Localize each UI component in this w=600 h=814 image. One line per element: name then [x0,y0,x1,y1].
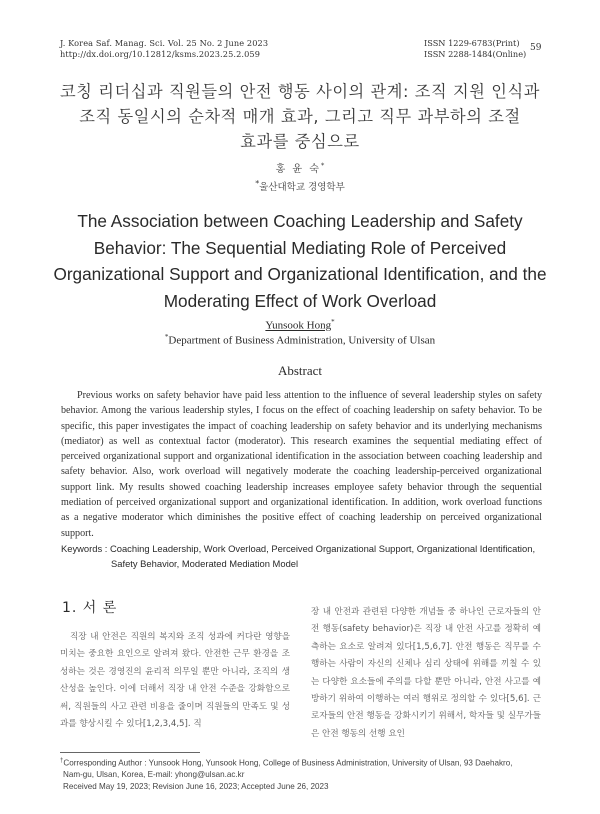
english-author-mark: * [331,318,335,326]
intro-left-column: 직장 내 안전은 직원의 복지와 조직 성과에 커다란 영향을 미치는 중요한 요인으로 알려져 왔다. 안전한 근무 환경을 조성하는 것은 경영진의 윤리적 의무일 뿐만 아니라, 조직의 생산성을 높인다. 이에 더해서 직장 내 안전 수준을 강화함으로써, 직원들의 사고 관련 비용을 줄이며 직원들의 만족도 및 성과를 향상시킬 수 있다[1,2,3,4,5]. 직 [60,632,290,730]
korean-author-mark: * [320,161,325,170]
english-title-line-2: Behavior: The Sequential Mediating Role of Perceived [93,237,507,258]
korean-title-line-1: 코칭 리더십과 직원들의 안전 행동 사이의 관계: 조직 지원 인식과 [60,82,540,101]
footnote [60,756,542,792]
korean-affiliation-text: 울산대학교 경영학부 [259,182,345,194]
english-author-name: Yunsook Hong [265,319,332,332]
corresponding-author-line: Corresponding Author : Yunsook Hong, Yunsook Hong, College of Business Administration, University of Ulsan, 93 Daehakro, [63,758,513,768]
korean-title-line-2: 조직 동일시의 순차적 매개 효과, 그리고 직무 과부하의 조절 [79,107,521,126]
keywords-label: Keywords : [61,543,110,554]
english-title-line-4: Moderating Effect of Work Overload [163,290,437,311]
english-author [0,318,600,332]
section-heading-introduction: 1. 서 론 [62,600,118,616]
doi-link[interactable]: http://dx.doi.org/10.12812/ksms.2023.25.2.059 [60,49,261,59]
abstract-heading: Abstract [277,363,323,378]
journal-citation: J. Korea Saf. Manag. Sci. Vol. 25 No. 2 June 2023 [60,38,269,48]
korean-author [0,160,600,175]
english-title-line-3: Organizational Support and Organizational Identification, and the [53,264,547,284]
issn-print: ISSN 1229-6783(Print) [424,38,520,48]
korean-author-name: 홍 윤 숙 [275,164,321,175]
intro-right-column: 장 내 안전과 관련된 다양한 개념들 중 하나인 근로자들의 안전 행동(safety behavior)은 직장 내 안전 사고를 정확히 예측하는 요소로 알려져 있다[1,5,6,7]. 안전 행동은 직무를 수행하는 사람이 자신의 신체나 심리 상태에 위해를 끼칠 수 있는 다양한 요소들에 주의를 다할 뿐만 아니라, 안전 사고를 예방하기 위하여 이행하는 여러 행위로 정의할 수 있다[5,6]. 근로자들의 안전 행동을 강화시키기 위해서, 학자들 및 실무가들은 안전 행동의 선행 요인 [311,607,541,739]
keywords [61,541,542,571]
author-address-line: Nam-gu, Ulsan, Korea, E-mail: yhong@ulsan.ac.kr [63,770,245,780]
english-title [40,208,560,314]
korean-affiliation-mark: * [255,179,260,188]
page-number: 59 [530,43,542,53]
footnote-mark: † [60,758,64,764]
keywords-line-2: Safety Behavior, Moderated Mediation Model [111,558,299,569]
english-affiliation [0,333,600,347]
english-title-line-1: The Association between Coaching Leadership and Safety [77,211,523,231]
journal-header [60,38,268,60]
korean-title-line-3: 효과를 중심으로 [240,132,360,151]
korean-title [40,79,560,154]
issn-block [424,38,526,60]
korean-affiliation [0,179,600,193]
english-affiliation-text: Department of Business Administration, University of Ulsan [168,334,436,347]
issn-online: ISSN 2288-1484(Online) [424,49,527,59]
english-affiliation-mark: * [164,333,169,341]
abstract-body: Previous works on safety behavior have paid less attention to the influence of several leadership styles on safety behavior. Among the various leadership styles, I focus on the effect of coaching leadership on safety behavior. To be specific, this paper investigates the impact of coaching leadership on safety behavior and its underlying mechanisms (mediator) as well as contextual factor (moderator). This research examines the sequential mediating effect of perceived organizational support and organizational identification in the association between coaching leadership and safety behavior. Also, work overload will negatively moderate the coaching leadership-perceived organizational support link. My results showed coaching leadership increases employee safety behavior through the sequential mediation of perceived organizational support and organizational identification. In addition, work overload functions as a negative moderator which diminishes the positive effect of coaching leadership on perceived organizational support. [61,390,542,539]
received-dates-line: Received May 19, 2023; Revision June 16, 2023; Accepted June 26, 2023 [63,781,329,791]
keywords-line-1: Coaching Leadership, Work Overload, Perceived Organizational Support, Organizational Identification, [109,543,536,554]
footnote-divider [60,752,200,753]
